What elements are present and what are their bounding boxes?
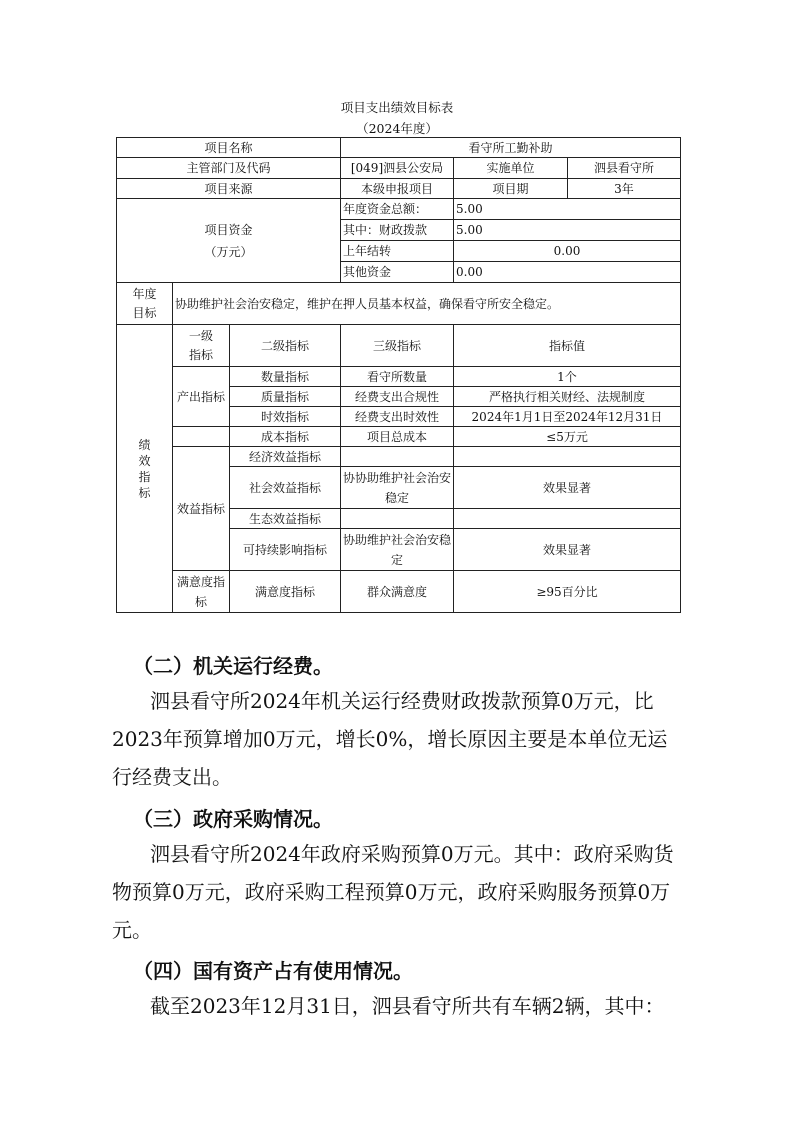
funds-label <box>117 199 341 283</box>
impl-label: 实施单位 <box>454 158 568 179</box>
level2-cell: 数量指标 <box>230 367 341 387</box>
level3-cell: 看守所数量 <box>341 367 454 387</box>
satisfaction-indicator-label: 满意度指标 <box>173 571 230 613</box>
dept-value: [049]泗县公安局 <box>341 158 454 179</box>
table-row <box>117 571 681 613</box>
source-label: 项目来源 <box>117 179 341 199</box>
value-cell: 效果显著 <box>454 529 681 571</box>
funds-item-label: 其中：财政拨款 <box>341 220 454 241</box>
value-cell <box>454 509 681 529</box>
level2-cell: 生态效益指标 <box>230 509 341 529</box>
dept-label: 主管部门及代码 <box>117 158 341 179</box>
level2-cell: 满意度指标 <box>230 571 341 613</box>
header-level1-line2: 指标 <box>188 348 213 362</box>
table-title: 项目支出绩效目标表 <box>340 100 454 115</box>
level2-cell: 社会效益指标 <box>230 467 341 509</box>
level3-cell: 项目总成本 <box>341 427 454 447</box>
header-value: 指标值 <box>454 325 681 367</box>
goal-label-line2: 目标 <box>132 306 157 320</box>
value-cell: 2024年1月1日至2024年12月31日 <box>454 407 681 427</box>
level2-cell: 质量指标 <box>230 387 341 407</box>
perf-indicator-label <box>117 325 173 613</box>
value-cell <box>454 447 681 467</box>
table-row <box>117 283 681 325</box>
value-cell: ≥95百分比 <box>454 571 681 613</box>
funds-label-line1: 项目资金 <box>204 222 253 237</box>
table-row <box>117 325 681 367</box>
section-paragraph-4: 截至2023年12月31日，泗县看守所共有车辆2辆，其中： <box>150 994 665 1018</box>
value-cell: 1个 <box>454 367 681 387</box>
output-indicator-label: 产出指标 <box>173 367 230 427</box>
table-row <box>117 199 681 220</box>
table-subtitle: （2024年度） <box>356 121 438 136</box>
level3-cell: 经费支出时效性 <box>341 407 454 427</box>
funds-item-value: 5.00 <box>454 199 681 220</box>
header-level1 <box>173 325 230 367</box>
table-row <box>117 138 681 158</box>
level3-cell: 协助维护社会治安稳定 <box>341 529 454 571</box>
level2-cell: 成本指标 <box>230 427 341 447</box>
header-level2: 二级指标 <box>230 325 341 367</box>
period-value: 3年 <box>568 179 681 199</box>
project-name-label: 项目名称 <box>117 138 341 158</box>
output-indicator-label-cont <box>173 427 230 447</box>
source-value: 本级申报项目 <box>341 179 454 199</box>
table-row <box>117 179 681 199</box>
table-row <box>117 447 681 467</box>
funds-item-value: 0.00 <box>454 262 681 283</box>
value-cell: ≤5万元 <box>454 427 681 447</box>
level2-cell: 时效指标 <box>230 407 341 427</box>
section-heading-3: （三）政府采购情况。 <box>133 807 333 831</box>
funds-item-label: 其他资金 <box>341 262 454 283</box>
funds-item-label: 上年结转 <box>341 241 454 262</box>
section-heading-4: （四）国有资产占有使用情况。 <box>133 959 413 983</box>
perf-label-char: 绩 <box>138 437 151 452</box>
level3-cell: 群众满意度 <box>341 571 454 613</box>
funds-item-value: 0.00 <box>454 241 681 262</box>
perf-label-char: 标 <box>138 485 151 500</box>
section-heading-2: （二）机关运行经费。 <box>133 654 333 678</box>
goal-label <box>117 283 173 325</box>
goal-label-line1: 年度 <box>132 287 157 301</box>
performance-table <box>116 137 681 613</box>
table-row <box>117 158 681 179</box>
value-cell: 效果显著 <box>454 467 681 509</box>
level3-cell <box>341 509 454 529</box>
section-paragraph-2: 泗县看守所2024年机关运行经费财政拨款预算0万元，比2023年预算增加0万元，增长0%，增长原因主要是本单位无运行经费支出。 <box>112 689 668 789</box>
header-level3: 三级指标 <box>341 325 454 367</box>
level2-cell: 可持续影响指标 <box>230 529 341 571</box>
header-level1-line1: 一级 <box>188 329 213 343</box>
level2-cell: 经济效益指标 <box>230 447 341 467</box>
table-row <box>117 427 681 447</box>
level3-cell: 协协助维护社会治安稳定 <box>341 467 454 509</box>
section-paragraph-3: 泗县看守所2024年政府采购预算0万元。其中：政府采购货物预算0万元，政府采购工程预算0万元，政府采购服务预算0万元。 <box>112 842 674 942</box>
perf-label-char: 效 <box>138 453 151 468</box>
funds-item-label: 年度资金总额： <box>341 199 454 220</box>
funds-item-value: 5.00 <box>454 220 681 241</box>
project-name-value: 看守所工勤补助 <box>341 138 681 158</box>
level3-cell: 经费支出合规性 <box>341 387 454 407</box>
goal-text: 协助维护社会治安稳定，维护在押人员基本权益，确保看守所安全稳定。 <box>173 283 681 325</box>
table-row <box>117 367 681 387</box>
perf-label-char: 指 <box>138 469 151 484</box>
period-label: 项目期 <box>454 179 568 199</box>
level3-cell <box>341 447 454 467</box>
impl-value: 泗县看守所 <box>568 158 681 179</box>
benefit-indicator-label: 效益指标 <box>173 447 230 571</box>
funds-label-line2: （万元） <box>204 244 253 259</box>
value-cell: 严格执行相关财经、法规制度 <box>454 387 681 407</box>
